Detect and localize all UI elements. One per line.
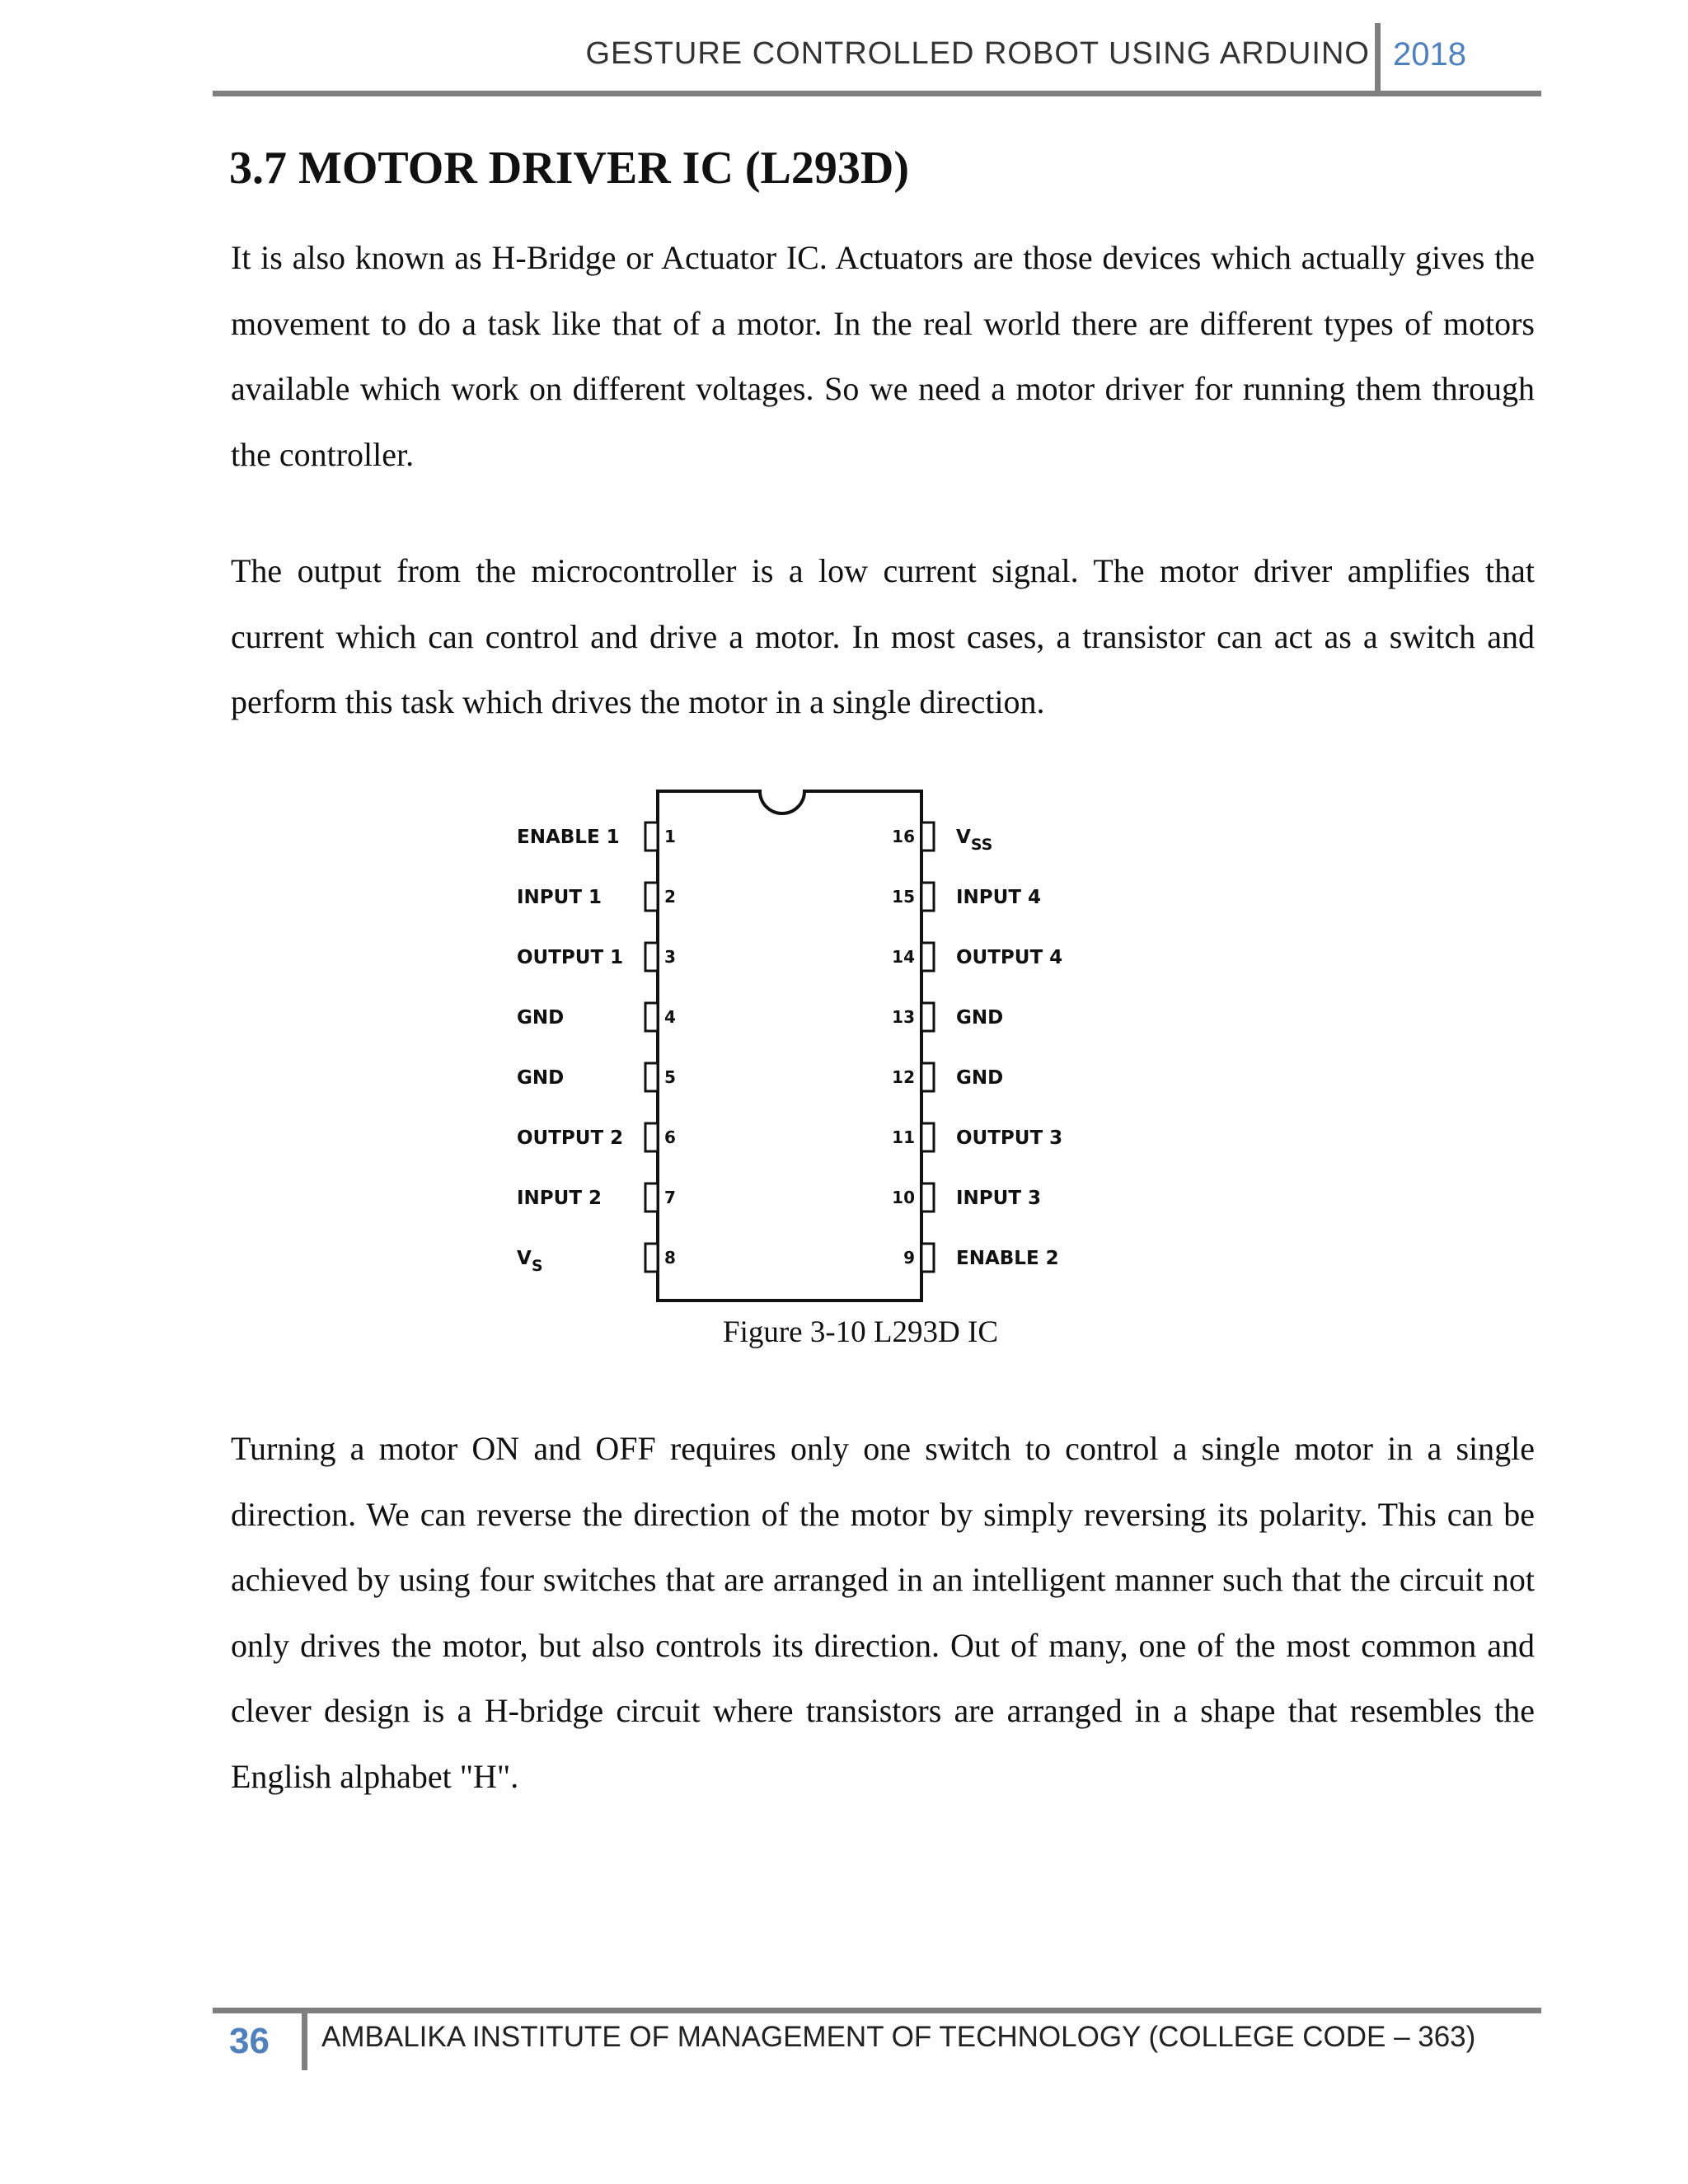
pin-7-lead	[645, 1183, 658, 1212]
footer-separator	[302, 2011, 307, 2070]
footer-rule	[213, 2008, 1541, 2013]
header-rule	[213, 91, 1541, 96]
pin-6-label: OUTPUT 2	[517, 1127, 624, 1149]
pin-3-number: 3	[664, 947, 676, 967]
pin-16-lead	[921, 823, 934, 851]
pin-3-label: OUTPUT 1	[517, 947, 624, 968]
paragraph-intro: It is also known as H-Bridge or Actuator IC. Actuators are those devices which actually gives the movement to do a task like that of a motor. In the real world there are different types of motors available which work on different voltages. So we need a motor driver for running them through the controller.	[231, 239, 1535, 473]
pin-15-number: 15	[892, 887, 915, 907]
pin-11-number: 11	[892, 1127, 915, 1147]
pin-13-number: 13	[892, 1007, 915, 1027]
pin-5-label: GND	[517, 1067, 565, 1089]
pin-12-number: 12	[892, 1067, 915, 1087]
pin-14-label: OUTPUT 4	[956, 947, 1063, 968]
pin-4-label: GND	[517, 1007, 565, 1029]
pin-1-number: 1	[664, 827, 676, 846]
pin-11-lead	[921, 1123, 934, 1151]
pin-9-lead	[921, 1244, 934, 1272]
pin-4-lead	[645, 1003, 658, 1031]
paragraph-low-current: The output from the microcontroller is a low current signal. The motor driver amplifies that current which can control and drive a motor. In most cases, a transistor can act as a switch and perform this task which drives the motor in a single direction.	[231, 552, 1535, 720]
pin-9-number: 9	[903, 1248, 915, 1268]
pin-11-label: OUTPUT 3	[956, 1127, 1063, 1149]
pin-14-lead	[921, 943, 934, 971]
pin-10-lead	[921, 1183, 934, 1212]
pin-1-lead	[645, 823, 658, 851]
pin-8-number: 8	[664, 1248, 676, 1268]
pin-3-lead	[645, 943, 658, 971]
pin-5-number: 5	[664, 1067, 676, 1087]
pin-15-lead	[921, 883, 934, 911]
ic-body	[658, 791, 921, 1301]
page-number: 36	[229, 2021, 270, 2061]
pin-7-label: INPUT 2	[517, 1188, 603, 1209]
pin-16-number: 16	[892, 827, 915, 846]
running-header-title: GESTURE CONTROLLED ROBOT USING ARDUINO	[585, 36, 1370, 71]
pin-12-label: GND	[956, 1067, 1004, 1089]
pin-8-lead	[645, 1244, 658, 1272]
section-heading: 3.7 MOTOR DRIVER IC (L293D)	[229, 143, 909, 194]
pin-14-number: 14	[892, 947, 915, 967]
pin-10-label: INPUT 3	[956, 1188, 1042, 1209]
pin-7-number: 7	[664, 1188, 676, 1207]
pin-15-label: INPUT 4	[956, 887, 1042, 908]
pin-5-lead	[645, 1063, 658, 1091]
pin-16-label: $V_{SS}$	[956, 827, 993, 854]
pin-4-number: 4	[664, 1007, 676, 1027]
l293d-pinout-diagram	[495, 783, 1170, 1310]
header-separator	[1375, 23, 1381, 93]
pin-10-number: 10	[892, 1188, 915, 1207]
right-pin-group	[892, 823, 1062, 1272]
running-header-year: 2018	[1393, 36, 1466, 73]
pin-9-label: ENABLE 2	[956, 1248, 1059, 1269]
pin-8-label: $V_S$	[517, 1248, 543, 1275]
pin-12-lead	[921, 1063, 934, 1091]
pin-6-number: 6	[664, 1127, 676, 1147]
pin-2-number: 2	[664, 887, 676, 907]
figure-caption: Figure 3-10 L293D IC	[723, 1315, 998, 1349]
pin-2-lead	[645, 883, 658, 911]
pin-1-label: ENABLE 1	[517, 827, 620, 848]
pin-6-lead	[645, 1123, 658, 1151]
left-pin-group	[517, 823, 676, 1275]
pin-13-lead	[921, 1003, 934, 1031]
pin-2-label: INPUT 1	[517, 887, 603, 908]
paragraph-h-bridge: Turning a motor ON and OFF requires only one switch to control a single motor in a single direction. We can reverse the direction of the motor by simply reversing its polarity. This can be achieved by using four switches that are arranged in an intelligent manner such that the circuit not only drives the motor, but also controls its direction. Out of many, one of the most common and clever design is a H-bridge circuit where transistors are arranged in a shape that resembles the English alphabet "H".	[231, 1430, 1535, 1795]
footer-institution: AMBALIKA INSTITUTE OF MANAGEMENT OF TECHNOLOGY (COLLEGE CODE – 363)	[321, 2021, 1476, 2053]
pin-13-label: GND	[956, 1007, 1004, 1029]
